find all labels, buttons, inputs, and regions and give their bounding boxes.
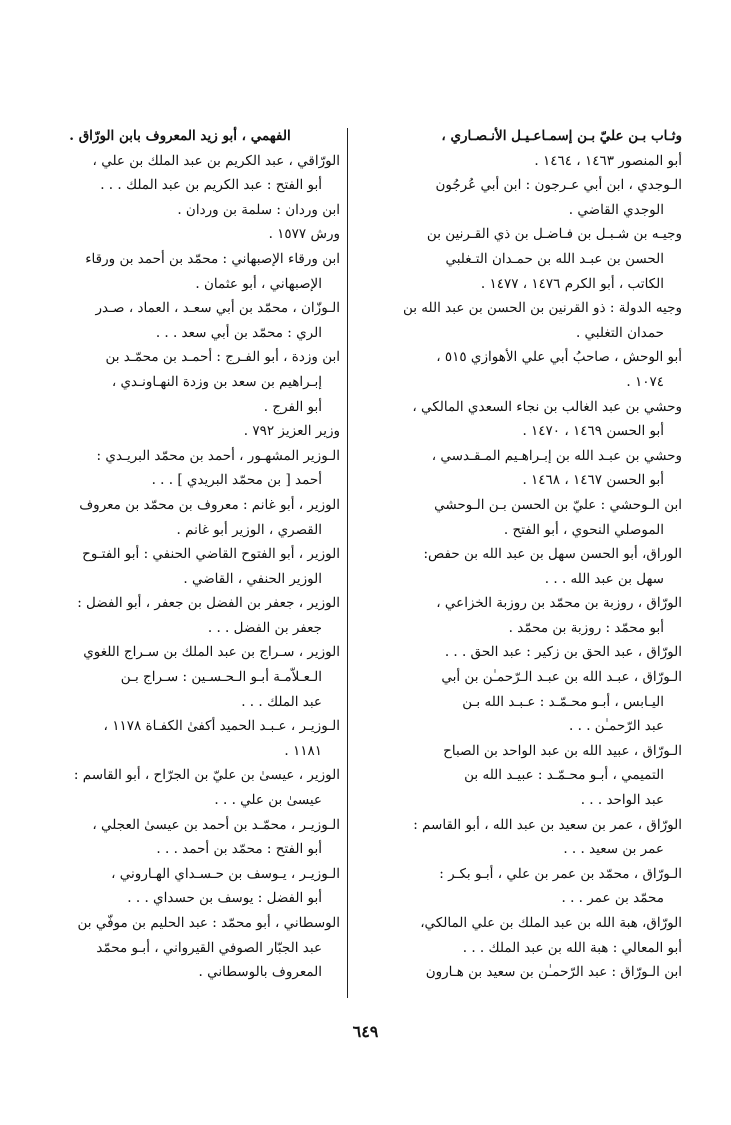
index-entry <box>20 296 340 345</box>
index-entry <box>20 419 340 444</box>
entry-line: ١٠٧٤ . <box>626 373 664 390</box>
entry-line: عبد الواحد . . . <box>580 792 664 809</box>
entry-line: الـورّاق ، عبـد الله بن عبـد الـرّحمـٰن بن أبي <box>441 669 682 686</box>
index-entry <box>20 911 340 985</box>
index-entry <box>362 960 682 985</box>
entry-line: الموصلي النحوي ، أبو الفتح . <box>503 521 664 538</box>
entry-line: أبو المنصور ١٤٦٣ ، ١٤٦٤ . <box>534 152 682 169</box>
index-entry <box>362 591 682 640</box>
index-entry <box>20 198 340 223</box>
index-entry <box>362 640 682 665</box>
index-entry <box>362 444 682 493</box>
entry-line: الـورّاق ، محمّد بن عمر بن علي ، أبـو بكـر : <box>439 865 682 882</box>
entry-line: المعروف بالوسطاني . <box>198 964 322 981</box>
entry-line: الإصبهاني ، أبو عثمان . <box>195 275 322 292</box>
index-entry <box>20 124 340 149</box>
index-entry <box>20 714 340 763</box>
entry-line: اليـابس ، أبـو محـمّـد : عـبـد الله بـن <box>462 693 664 710</box>
entry-line: ابن وردان : سلمة بن وردان . <box>177 201 340 218</box>
entry-line: أبو المعالي : هبة الله بن عبد الملك . . . <box>462 939 682 956</box>
entry-line: الوراق، أبو الحسن سهل بن عبد الله بن حفص: <box>423 546 682 563</box>
entry-line: أبو محمّد : روزبة بن محمّد . <box>508 619 664 636</box>
entry-line: وجيـه بن شـبـل بن فـاضـل بن ذي القـرنين بن <box>426 226 682 243</box>
index-entry <box>362 395 682 444</box>
entry-line: التميمي ، أبـو محـمّـد : عبيـد الله بن <box>464 767 664 784</box>
entry-line: عبد الجبّار الصوفي القيرواني ، أبـو محمّد <box>96 939 322 956</box>
entry-line: القصري ، الوزير أبو غانم . <box>176 521 322 538</box>
index-entry <box>362 124 682 173</box>
entry-line: الورّاقي ، عبد الكريم بن عبد الملك بن علي ، <box>92 152 340 169</box>
entry-line: وجيه الدولة : ذو القرنين بن الحسن بن عبد الله بن <box>402 300 682 317</box>
index-entry <box>20 640 340 714</box>
index-entry <box>20 345 340 419</box>
entry-line: الـورّاق ، عبيد الله بن عبد الواحد بن الصباح <box>443 742 682 759</box>
entry-line: سهل بن عبد الله . . . <box>544 570 664 587</box>
index-entry <box>362 739 682 813</box>
left-column <box>20 124 340 985</box>
entry-line: الـوزيـر ، يـوسف بن حـسـداي الهـاروني ، <box>111 865 340 882</box>
entry-line: عيسىٰ بن علي . . . <box>214 792 322 809</box>
entry-line: عبد الرّحمـٰن . . . <box>569 718 664 735</box>
page-number: ٦٤٩ <box>352 1022 379 1041</box>
entry-line: أبو الحسن ١٤٦٧ ، ١٤٦٨ . <box>522 472 664 489</box>
index-entry <box>20 493 340 542</box>
entry-line: الورّاق، هبة الله بن عبد الملك بن علي المالكي، <box>420 915 682 931</box>
entry-line: الحسن بن عبـد الله بن حمـدان التـغلبي <box>445 250 664 267</box>
entry-line: الورّاق ، عبد الحق بن زكير : عبد الحق . . . <box>444 644 682 661</box>
index-entry <box>362 345 682 394</box>
entry-line: الـوجدي ، ابن أبي عـرجون : ابن أبي عُرجُون <box>435 177 682 194</box>
entry-line: جعفر بن الفضل . . . <box>207 619 322 636</box>
entry-line: ابن الـورّاق : عبد الرّحمـٰن بن سعيد بن هـارون <box>425 964 682 981</box>
entry-line: محمّد بن عمر . . . <box>561 890 664 907</box>
entry-line: الكاتب ، أبو الكرم ١٤٧٦ ، ١٤٧٧ . <box>480 275 664 292</box>
index-entry <box>20 813 340 862</box>
entry-line: الوسطاني ، أبو محمّد : عبد الحليم بن موفّي بن <box>77 915 340 931</box>
entry-line: الـوزيـر ، محمّـد بن أحمد بن عيسىٰ العجلي ، <box>92 816 340 833</box>
entry-line: الفهمي ، أبو زيد المعروف بابن الورّاق . <box>69 128 291 144</box>
entry-line: الوزير ، سـراج بن عبد الملك بن سـراج اللغوي <box>83 644 340 661</box>
entry-line: الوجدي القاضي . <box>568 201 664 218</box>
index-entry <box>20 542 340 591</box>
entry-line: الـوزّان ، محمّد بن أبي سعـد ، العماد ، صـدر <box>95 300 340 317</box>
entry-line: الورّاق ، عمر بن سعيد بن عبد الله ، أبو القاسم : <box>413 816 682 833</box>
entry-line: وثـاب بـن عليّ بـن إسمـاعـيـل الأنـصـاري ، <box>441 128 682 144</box>
index-entry <box>362 173 682 222</box>
entry-line: ابن وزدة ، أبو الفـرج : أحمـد بن محمّـد بن <box>105 349 340 366</box>
index-entry <box>20 763 340 812</box>
entry-line: وحشي بن عبـد الله بن إبـراهـيم المـقـدسي ، <box>431 447 682 464</box>
entry-line: إبـراهيم بن سعد بن وزدة النهـاونـدي ، <box>111 373 322 390</box>
entry-line: أبو الفتح : عبد الكريم بن عبد الملك . . . <box>100 177 322 194</box>
index-entry <box>20 862 340 911</box>
entry-line: الوزير ، أبو الفتوح القاضي الحنفي : أبو الفتـوح <box>82 546 340 563</box>
entry-line: أبو الحسن ١٤٦٩ ، ١٤٧٠ . <box>522 423 664 440</box>
entry-line: الوزير ، أبو غانم : معروف بن محمّد بن معروف <box>79 496 340 513</box>
column-divider <box>347 128 348 998</box>
index-entry <box>362 665 682 739</box>
entry-line: وزير العزيز ٧٩٢ . <box>243 423 340 440</box>
entry-line: الوزير ، عيسىٰ بن عليّ بن الجرّاح ، أبو القاسم : <box>73 767 340 784</box>
right-column <box>362 124 682 985</box>
entry-line: حمدان التغلبي . <box>575 324 664 341</box>
entry-line: ابن الـوحشي : عليّ بن الحسن بـن الـوحشي <box>434 496 682 513</box>
entry-line: الوزير ، جعفر بن الفضل بن جعفر ، أبو الفضل : <box>77 595 340 612</box>
entry-line: أبو الفتح : محمّد بن أحمد . . . <box>156 841 322 858</box>
index-entry <box>362 542 682 591</box>
entry-line: أبو الوحش ، صاحبُ أبي علي الأهوازي ٥١٥ ، <box>436 349 682 366</box>
index-entry <box>20 591 340 640</box>
index-entry <box>362 296 682 345</box>
entry-line: أبو الفضل : يوسف بن حسداي . . . <box>127 890 322 907</box>
entry-line: الورّاق ، روزبة بن محمّد بن روزبة الخزاعي ، <box>436 595 682 612</box>
entry-line: أبو الفرج . <box>263 398 322 415</box>
index-entry <box>362 493 682 542</box>
entry-line: الري : محمّد بن أبي سعد . . . <box>155 324 322 341</box>
index-entry <box>20 149 340 198</box>
entry-line: أحمد [ بن محمّد البريدي ] . . . <box>151 472 322 489</box>
index-entry <box>20 247 340 296</box>
index-entry <box>362 862 682 911</box>
entry-line: عبد الملك . . . <box>241 693 322 710</box>
entry-line: ابن ورقاء الإصبهاني : محمّد بن أحمد بن ورقاء <box>85 250 340 267</box>
entry-line: ١١٨١ . <box>284 742 322 759</box>
entry-line: الوزير الحنفي ، القاضي . <box>183 570 322 587</box>
entry-line: الـوزير المشهـور ، أحمد بن محمّد البريـدي : <box>96 447 340 464</box>
index-entry <box>20 222 340 247</box>
entry-line: الـوزيـر ، عـبـد الحميد أكفىٰ الكفـاة ١١٧٨ ، <box>103 718 340 735</box>
index-entry <box>362 911 682 960</box>
entry-line: ورش ١٥٧٧ . <box>268 226 340 243</box>
index-entry <box>362 813 682 862</box>
entry-line: الـعـلاّمـة أبـو الـحـسـين : سـراج بـن <box>120 669 322 686</box>
index-entry <box>20 444 340 493</box>
index-entry <box>362 222 682 296</box>
entry-line: وحشي بن عبد الغالب بن نجاء السعدي المالكي ، <box>412 398 682 415</box>
entry-line: عمر بن سعيد . . . <box>563 841 664 858</box>
